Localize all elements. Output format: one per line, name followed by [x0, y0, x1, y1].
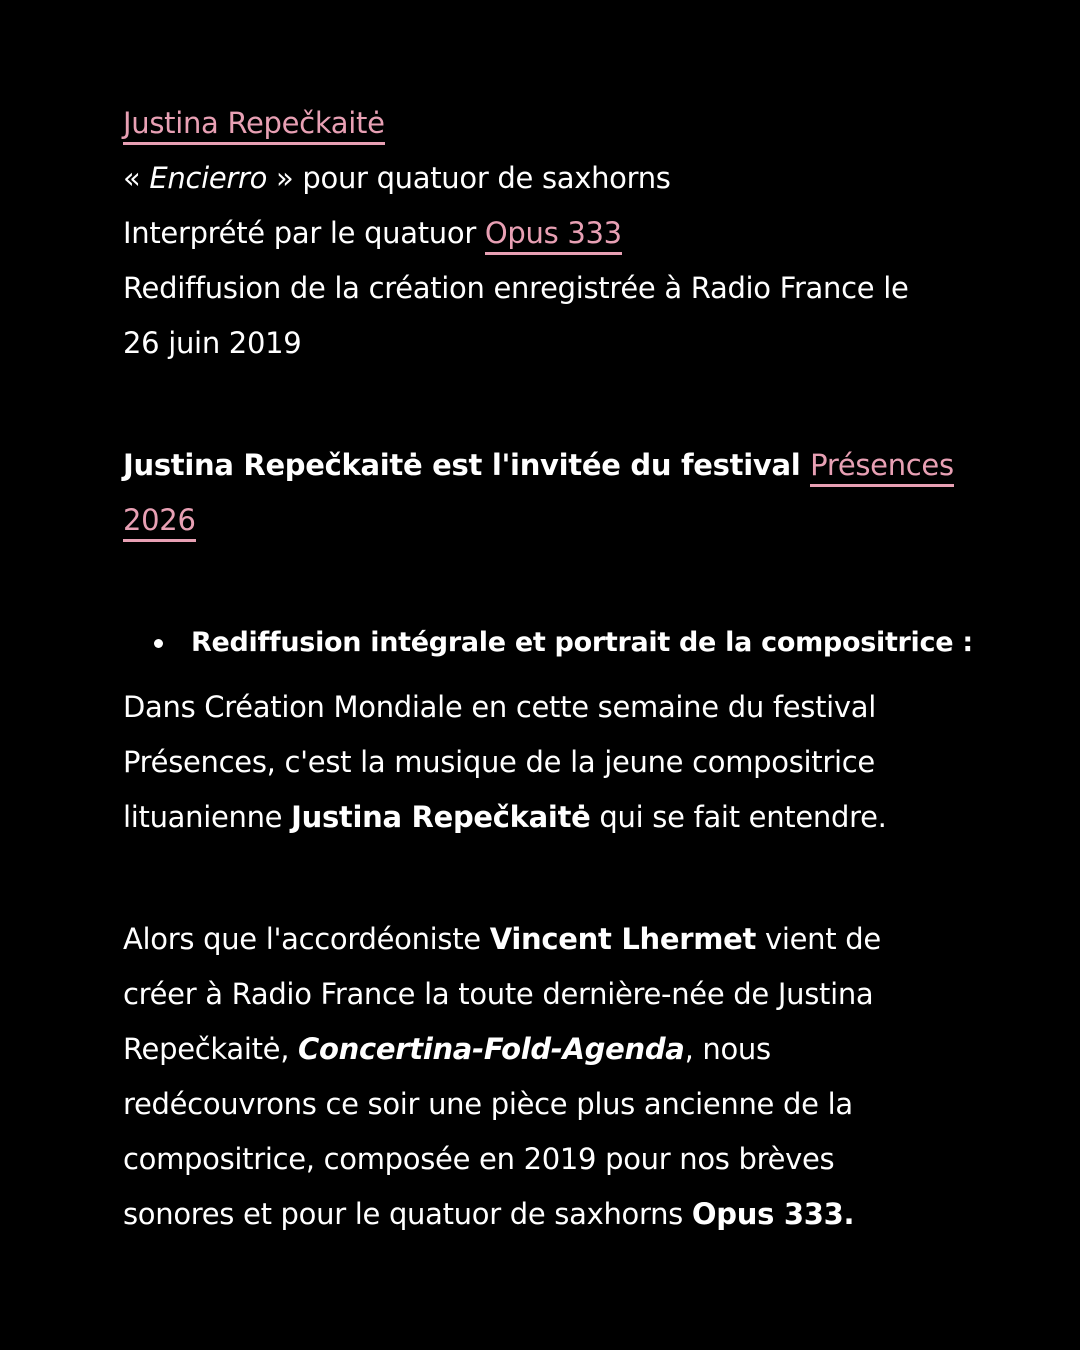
para2-l6-pre: sonores et pour le quatuor de saxhorns: [123, 1197, 692, 1231]
festival-line-2: [123, 493, 973, 548]
article-body: [123, 96, 973, 1242]
spacer: [123, 371, 973, 438]
work-title-line: [123, 151, 973, 206]
performer-text: Interprété par le quatuor: [123, 216, 485, 250]
composer-line: [123, 96, 973, 151]
para1-line3-post: qui se fait entendre.: [590, 800, 887, 834]
para2-l1-post: vient de: [756, 922, 881, 956]
work-info-block: [123, 96, 973, 371]
festival-line-1: [123, 438, 973, 493]
para2-l3-pre: Repečkaitė,: [123, 1032, 299, 1066]
work-open-quote: «: [123, 161, 150, 195]
ensemble-link[interactable]: Opus 333: [485, 216, 622, 255]
work-description: » pour quatuor de saxhorns: [267, 161, 671, 195]
festival-link-year[interactable]: 2026: [123, 503, 196, 542]
bullet-item: [123, 615, 973, 670]
work-title-concertina: Concertina-Fold-Agenda: [298, 1032, 685, 1066]
para1-line-1: Dans Création Mondiale en cette semaine du festival: [123, 690, 877, 724]
spacer: [123, 845, 973, 912]
para2-line-2: créer à Radio France la toute dernière-née de Justina: [123, 977, 874, 1011]
festival-block: [123, 438, 973, 548]
para2-line-3: [123, 1022, 973, 1077]
spacer: [123, 670, 973, 680]
paragraph-2: [123, 912, 973, 1242]
bullet-dot-icon: [154, 639, 163, 648]
rebroadcast-line-1: Rediffusion de la création enregistrée à Radio France le: [123, 271, 909, 305]
para1-line3-pre: lituanienne: [123, 800, 292, 834]
work-title: Encierro: [149, 161, 268, 195]
para2-line-4: redécouvrons ce soir une pièce plus ancienne de la: [123, 1087, 853, 1121]
composer-link[interactable]: Justina Repečkaitė: [123, 106, 385, 145]
para2-l3-post: , nous: [684, 1032, 771, 1066]
spacer: [123, 548, 973, 615]
para2-l1-pre: Alors que l'accordéoniste: [123, 922, 490, 956]
para2-line-6: [123, 1187, 973, 1242]
rebroadcast-line-2: 26 juin 2019: [123, 326, 302, 360]
performer-line: [123, 206, 973, 261]
para1-line-3: [123, 790, 973, 845]
accordionist-name: Vincent Lhermet: [489, 922, 757, 956]
paragraph-1: [123, 680, 973, 845]
ensemble-name-bold: Opus 333.: [691, 1197, 855, 1231]
para2-line-1: [123, 912, 973, 967]
bullet-text: Rediffusion intégrale et portrait de la compositrice :: [191, 627, 973, 658]
composer-name-bold: Justina Repečkaitė: [291, 800, 591, 834]
para1-line-2: Présences, c'est la musique de la jeune compositrice: [123, 745, 875, 779]
guest-text: Justina Repečkaitė est l'invitée du festival: [123, 448, 811, 482]
para2-line-5: compositrice, composée en 2019 pour nos brèves: [123, 1142, 835, 1176]
festival-link[interactable]: Présences: [810, 448, 954, 487]
